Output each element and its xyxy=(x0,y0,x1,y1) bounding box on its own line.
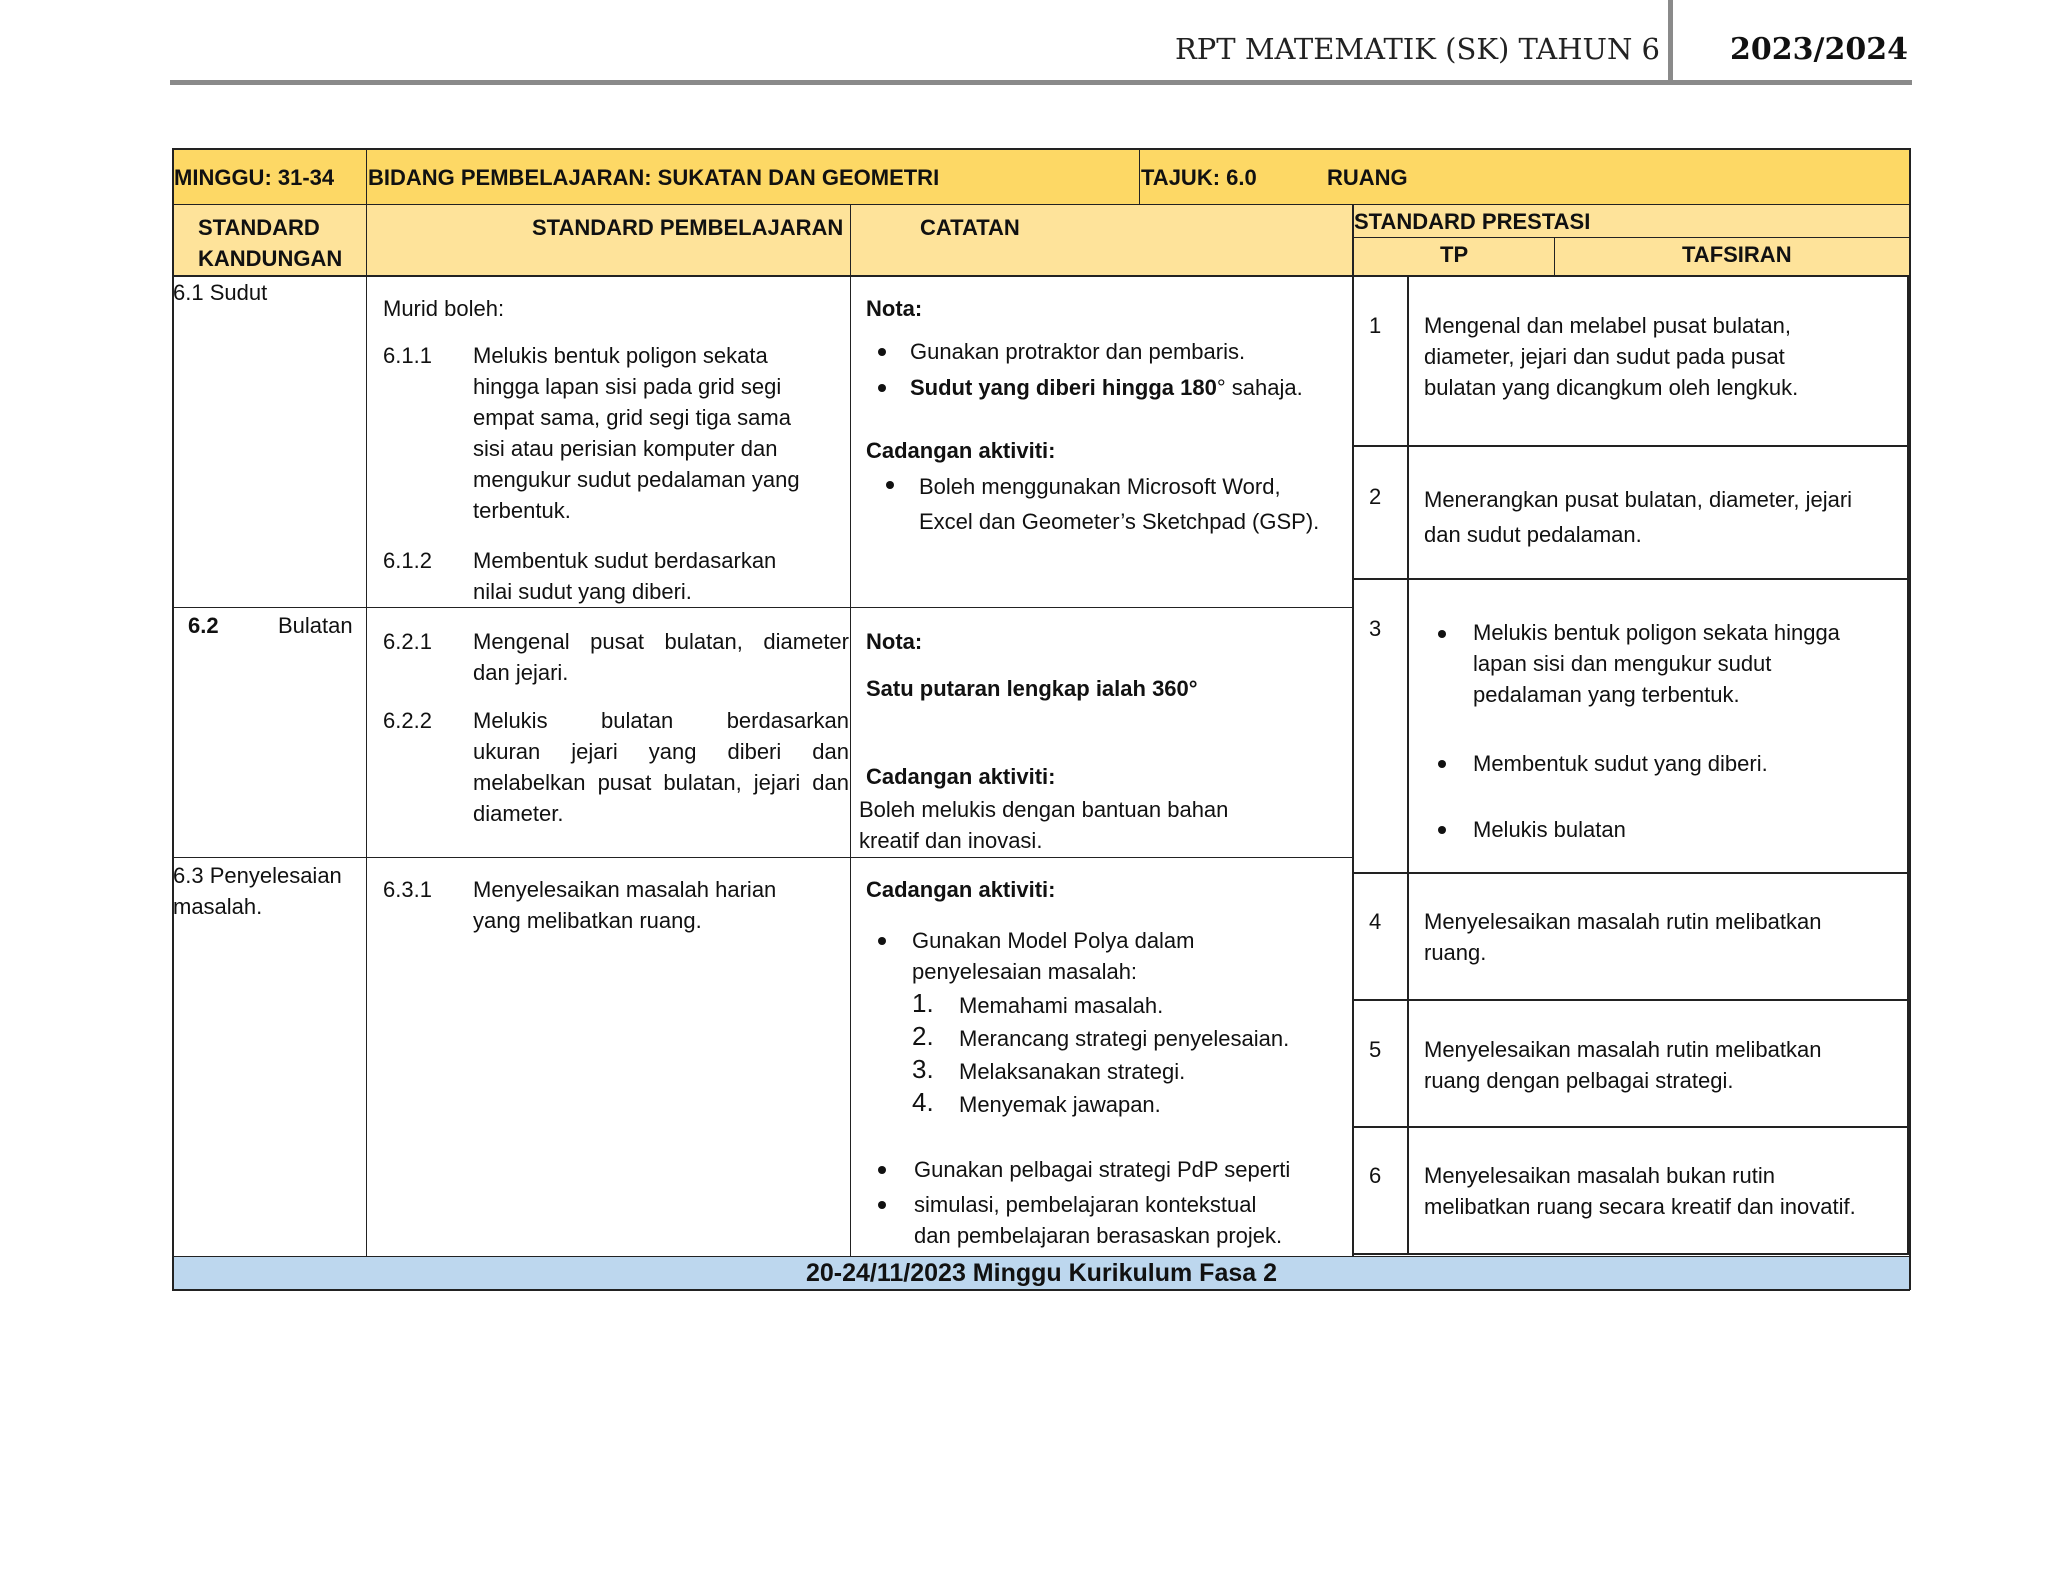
sk-6-2-num: 6.2 xyxy=(188,613,219,638)
sp-text-6-2-2: Melukis bulatan berdasarkan ukuran jejari yang diberi dan melabelkan pusat bulatan, jejari dan diameter. xyxy=(473,708,849,826)
extra-bullet-1: Gunakan pelbagai strategi PdP seperti xyxy=(914,1157,1291,1182)
column-header-band xyxy=(173,205,1910,276)
cadangan-label-3: Cadangan aktiviti: xyxy=(866,877,1056,902)
extra-bullet-2: simulasi, pembelajaran kontekstual dan pembelajaran berasaskan projek. xyxy=(914,1192,1283,1248)
header-catatan: CATATAN xyxy=(920,215,1020,240)
header-standard-kandungan: STANDARD KANDUNGAN xyxy=(198,215,343,271)
bullet xyxy=(1438,630,1446,638)
document-title: RPT MATEMATIK (SK) TAHUN 6 xyxy=(1174,32,1660,66)
nota-bullet-1: Gunakan protraktor dan pembaris. xyxy=(910,339,1246,364)
tafsiran-4: Menyelesaikan masalah rutin melibatkan ruang. xyxy=(1424,909,1822,965)
tajuk-value: RUANG xyxy=(1327,165,1408,190)
header-standard-prestasi: STANDARD PRESTASI xyxy=(1354,209,1591,234)
tp-1: 1 xyxy=(1369,313,1382,338)
tafsiran-3-bullet-1: Melukis bentuk poligon sekata hingga lapan sisi dan mengukur sudut pedalaman yang terbentuk. xyxy=(1473,620,1840,707)
bullet xyxy=(1438,760,1446,768)
nota-bullet-2: Sudut yang diberi hingga 180° sahaja. xyxy=(910,375,1303,400)
bullet xyxy=(878,1166,886,1174)
sp-text-6-1-2: Membentuk sudut berdasarkan nilai sudut yang diberi. xyxy=(473,548,777,604)
bullet xyxy=(878,348,886,356)
sk-6-3: 6.3 Penyelesaian masalah. xyxy=(173,863,342,919)
sp-text-6-3-1: Menyelesaikan masalah harian yang melibatkan ruang. xyxy=(473,877,777,933)
tafsiran-1: Mengenal dan melabel pusat bulatan, diameter, jejari dan sudut pada pusat bulatan yang dicangkum oleh lengkuk. xyxy=(1424,313,1799,400)
sp-text-6-2-1: Mengenal pusat bulatan, diameter dan jejari. xyxy=(473,629,849,685)
nota-label-1: Nota: xyxy=(866,296,923,321)
bidang-label: BIDANG PEMBELAJARAN: SUKATAN DAN GEOMETRI xyxy=(368,165,940,190)
cadangan-label-2: Cadangan aktiviti: xyxy=(866,764,1056,789)
minggu-label: MINGGU: 31-34 xyxy=(174,165,335,190)
tafsiran-5: Menyelesaikan masalah rutin melibatkan ruang dengan pelbagai strategi. xyxy=(1424,1037,1822,1093)
header-standard-pembelajaran: STANDARD PEMBELAJARAN xyxy=(532,215,844,240)
sk-6-2-name: Bulatan xyxy=(278,613,353,638)
polya-text: Gunakan Model Polya dalam penyelesaian masalah: xyxy=(912,928,1195,984)
document-year: 2023/2024 xyxy=(1730,32,1908,67)
tafsiran-3-bullet-3: Melukis bulatan xyxy=(1473,817,1626,842)
footer-band-text: 20-24/11/2023 Minggu Kurikulum Fasa 2 xyxy=(805,1259,1278,1287)
bullet xyxy=(878,1201,886,1209)
tafsiran-3-bullet-2: Membentuk sudut yang diberi. xyxy=(1473,751,1768,776)
sp-num-6-2-2: 6.2.2 xyxy=(383,708,432,733)
header-tafsiran: TAFSIRAN xyxy=(1682,242,1792,267)
sp-intro: Murid boleh: xyxy=(383,296,505,321)
bullet xyxy=(886,481,894,489)
header-separator xyxy=(1668,0,1673,82)
sk-6-1: 6.1 Sudut xyxy=(173,280,268,305)
sp-num-6-1-1: 6.1.1 xyxy=(383,343,432,368)
tp-6: 6 xyxy=(1369,1163,1382,1188)
bullet xyxy=(1438,826,1446,834)
cadangan-text-1: Boleh menggunakan Microsoft Word, Excel dan Geometer’s Sketchpad (GSP). xyxy=(919,474,1320,534)
cadangan-label-1: Cadangan aktiviti: xyxy=(866,438,1056,463)
header-rule xyxy=(170,80,1912,85)
tp-3: 3 xyxy=(1369,616,1382,641)
sp-num-6-2-1: 6.2.1 xyxy=(383,629,432,654)
tp-2: 2 xyxy=(1369,484,1382,509)
header-tp: TP xyxy=(1440,242,1469,267)
tp-4: 4 xyxy=(1369,909,1382,934)
sp-num-6-3-1: 6.3.1 xyxy=(383,877,432,902)
tafsiran-2: Menerangkan pusat bulatan, diameter, jejari dan sudut pedalaman. xyxy=(1424,487,1853,547)
tp-5: 5 xyxy=(1369,1037,1382,1062)
nota-label-2: Nota: xyxy=(866,629,923,654)
bullet xyxy=(878,384,886,392)
nota-text-2: Satu putaran lengkap ialah 360° xyxy=(866,676,1198,701)
tajuk-label: TAJUK: 6.0 xyxy=(1141,165,1257,190)
tafsiran-6: Menyelesaikan masalah bukan rutin melibatkan ruang secara kreatif dan inovatif. xyxy=(1424,1163,1856,1219)
cadangan-text-2: Boleh melukis dengan bantuan bahan kreatif dan inovasi. xyxy=(859,797,1229,853)
sp-num-6-1-2: 6.1.2 xyxy=(383,548,432,573)
sp-text-6-1-1: Melukis bentuk poligon sekata hingga lapan sisi pada grid segi empat sama, grid segi tiga sama sisi atau perisian komputer dan mengukur sudut pedalaman yang terbentuk. xyxy=(473,343,800,523)
bullet xyxy=(878,937,886,945)
